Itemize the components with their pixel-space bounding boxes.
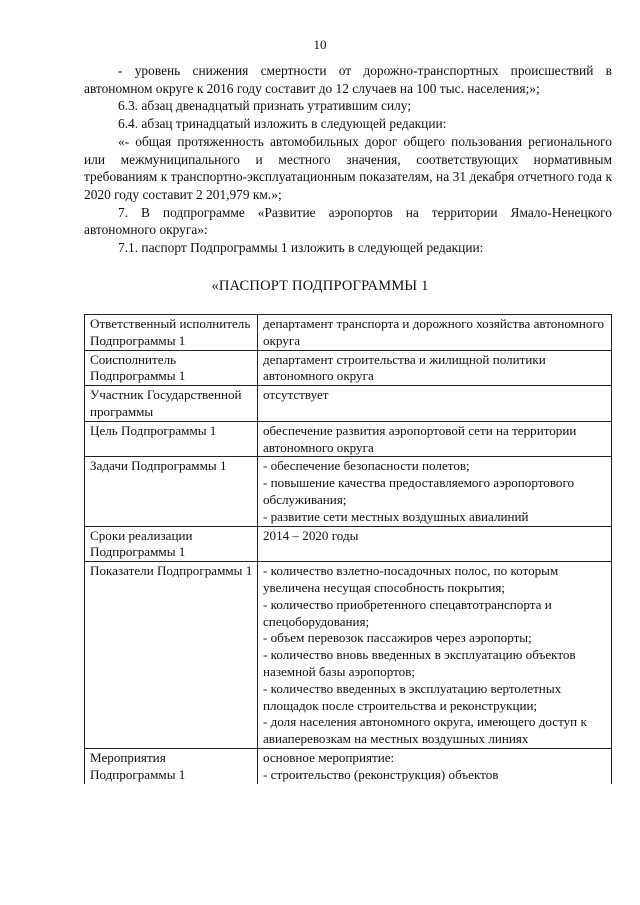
row-label: Задачи Подпрограммы 1 [85,457,258,526]
table-row [85,350,612,386]
value-line: - количество взлетно-посадочных полос, по которым увеличена несущая способность покрытия; [263,563,559,595]
table-row [85,526,612,562]
passport-table [84,314,612,784]
paragraph: «- общая протяженность автомобильных дорог общего пользования регионального или межмуниципального и местного значения, соответствующих нормативным требованиям к транспортно-эксплуатационным показателям, на 31 декабря отчетного года к 2020 году составит 2 201,979 км.»; [84,133,612,202]
table-row [85,748,612,783]
paragraph: - уровень снижения смертности от дорожно-транспортных происшествий в автономном округе к 2016 году составит до 12 случаев на 100 тыс. населения;»; [84,63,612,96]
section-title: «ПАСПОРТ ПОДПРОГРАММЫ 1 [211,278,429,294]
value-line: - количество вновь введенных в эксплуатацию объектов наземной базы аэропортов; [263,647,576,679]
value-line: - доля населения автономного округа, имеющего доступ к авиаперевозкам на местных воздушных линиях [263,714,587,747]
value-line: департамент строительства и жилищной политики автономного округа [263,351,546,384]
value-line: - количество введенных в эксплуатацию вертолетных площадок после строительства и реконструкции; [263,680,562,713]
row-label: Ответственный исполнитель Подпрограммы 1 [85,315,258,351]
row-label: Мероприятия Подпрограммы 1 [85,748,258,783]
page-number: 10 [313,37,327,52]
value-line: - объем перевозок пассажиров через аэропорты; [263,630,532,646]
paragraph: 6.4. абзац тринадцатый изложить в следующей редакции: [118,116,447,132]
value-line: - строительство (реконструкция) объектов [263,766,499,782]
row-value [258,748,612,783]
value-line: 2014 – 2020 годы [263,527,359,543]
value-line: основное мероприятие: [263,749,395,765]
row-label: Показатели Подпрограммы 1 [85,562,258,749]
table-row [85,562,612,749]
row-label: Соисполнитель Подпрограммы 1 [85,350,258,386]
paragraph: 6.3. абзац двенадцатый признать утратившим силу; [118,98,412,114]
row-value [258,562,612,749]
table-row [85,421,612,457]
document-body [84,62,612,257]
row-value [258,457,612,526]
table-row [85,457,612,526]
row-label: Цель Подпрограммы 1 [85,421,258,457]
value-line: департамент транспорта и дорожного хозяйства автономного округа [263,316,605,348]
row-value [258,386,612,422]
paragraph: 7. В подпрограмме «Развитие аэропортов на территории Ямало-Ненецкого автономного округа»: [84,204,612,238]
value-line: - развитие сети местных воздушных авиалиний [263,508,529,524]
value-line: отсутствует [263,387,329,403]
value-line: - обеспечение безопасности полетов; [263,458,470,474]
table-row [85,315,612,351]
value-line: - количество приобретенного спецавтотранспорта и спецоборудования; [263,596,552,629]
row-value [258,350,612,386]
table-row [85,386,612,422]
row-value [258,526,612,562]
row-value [258,315,612,351]
row-value [258,421,612,457]
paragraph: 7.1. паспорт Подпрограммы 1 изложить в следующей редакции: [118,240,484,256]
row-label: Сроки реализации Подпрограммы 1 [85,526,258,562]
row-label: Участник Государственной программы [85,386,258,422]
value-line: - повышение качества предоставляемого аэропортового обслуживания; [263,475,575,507]
value-line: обеспечение развития аэропортовой сети на территории автономного округа [263,422,577,455]
